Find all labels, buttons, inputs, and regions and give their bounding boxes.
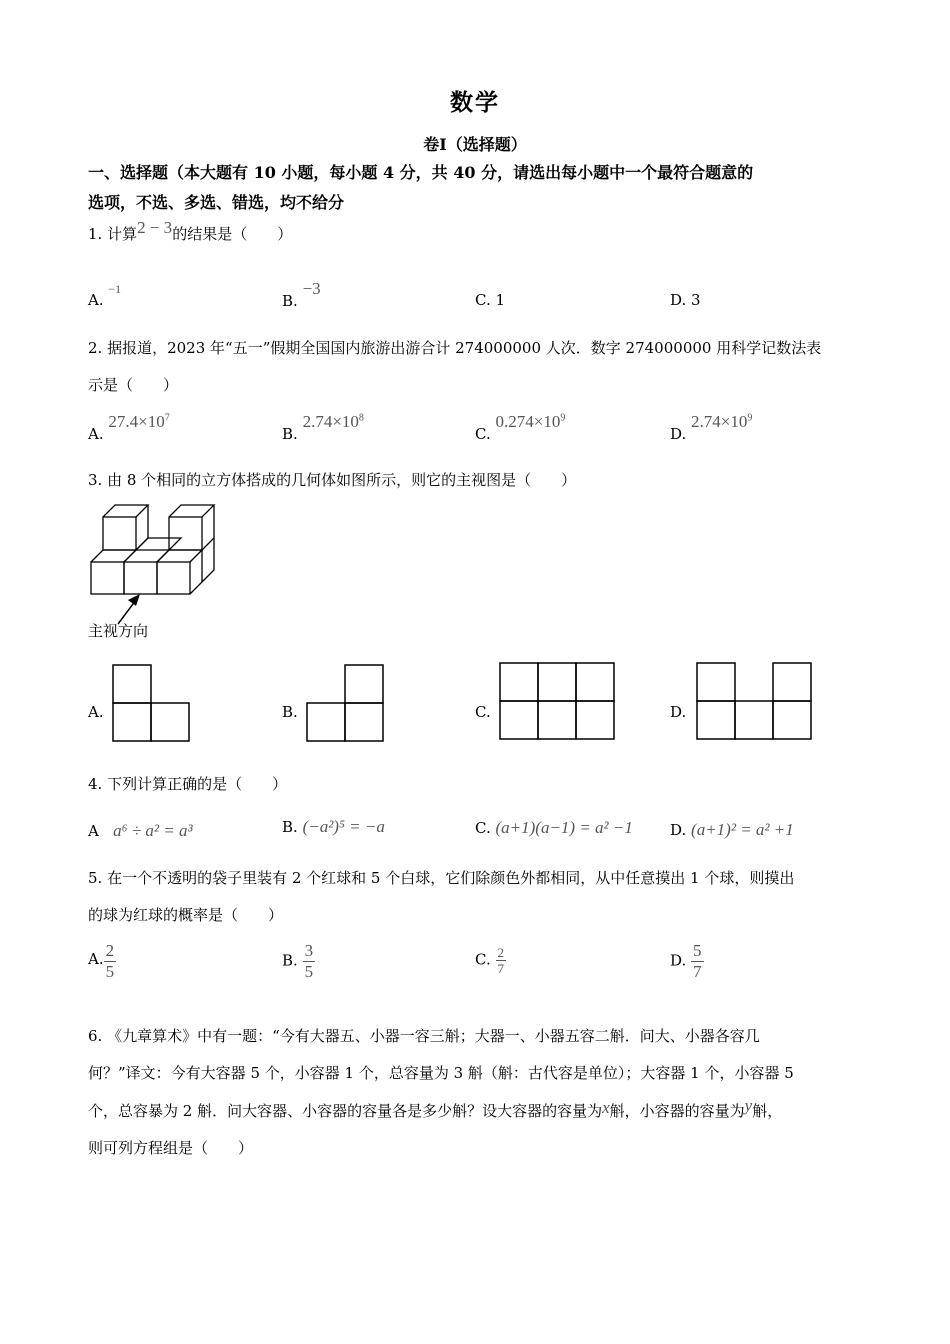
question-2 bbox=[88, 330, 821, 404]
question-5 bbox=[88, 860, 794, 934]
q3-option-b-view bbox=[306, 664, 386, 744]
option-value: $0.274\times 10^9$ bbox=[495, 412, 566, 431]
option-value: (a+1)(a−1) = a² −1 bbox=[495, 818, 633, 837]
q3-solid-figure bbox=[88, 500, 228, 630]
question-3: 3. 由 8 个相同的立方体搭成的几何体如图所示，则它的主视图是（ ） bbox=[88, 471, 577, 489]
question-1 bbox=[88, 215, 292, 253]
option-value: (a+1)² = a² +1 bbox=[691, 820, 794, 839]
option-label: B. bbox=[282, 292, 298, 310]
q5-option-c[interactable] bbox=[475, 945, 506, 976]
option-value-fraction: $\frac{3}{5}$ bbox=[304, 941, 314, 981]
q4-option-b[interactable] bbox=[282, 817, 385, 837]
q2-option-b[interactable] bbox=[282, 412, 364, 443]
q6-line1: 6. 《九章算术》中有一题：“今有大器五、小器一容三斛；大器一、小器五容二斛．问大、小器各容几 bbox=[88, 1027, 760, 1045]
option-label: A. bbox=[88, 949, 104, 968]
q3-option-c-label[interactable]: C. bbox=[475, 703, 491, 721]
q1-prefix: 1. 计算 bbox=[88, 225, 138, 243]
option-label: A. bbox=[88, 425, 104, 443]
option-value: $2.74\times 10^9$ bbox=[691, 412, 753, 431]
option-label: A bbox=[88, 822, 99, 840]
section-heading-line2: 选项，不选、多选、错选，均不给分 bbox=[88, 193, 345, 212]
q5-option-a[interactable] bbox=[88, 941, 116, 982]
option-value: (−a²)⁵ = −a bbox=[302, 817, 385, 836]
q6-line4: 则可列方程组是（ ） bbox=[88, 1139, 254, 1157]
q4-option-d[interactable] bbox=[670, 820, 794, 840]
q4-option-a[interactable] bbox=[88, 821, 193, 841]
q1-option-b[interactable] bbox=[282, 279, 321, 311]
view-direction-caption: 主视方向 bbox=[88, 622, 149, 640]
q2-option-d[interactable] bbox=[670, 412, 753, 443]
volume-subtitle: 卷Ⅰ（选择题） bbox=[423, 135, 527, 154]
q3-option-a-view bbox=[112, 664, 192, 744]
option-value: 1 bbox=[495, 291, 506, 309]
option-label: C. bbox=[475, 425, 491, 443]
q2-option-a[interactable] bbox=[88, 412, 170, 443]
q1-option-a[interactable] bbox=[88, 282, 122, 309]
q5-option-b[interactable] bbox=[282, 941, 315, 982]
option-label: A. bbox=[88, 291, 104, 309]
option-value: $27.4\times 10^7$ bbox=[108, 412, 170, 431]
q1-option-d[interactable] bbox=[670, 291, 701, 309]
option-value: a⁶ ÷ a² = a³ bbox=[113, 821, 193, 840]
option-label: B. bbox=[282, 951, 298, 970]
option-label: B. bbox=[282, 818, 298, 836]
page-title: 数学 bbox=[450, 89, 500, 116]
option-value-fraction: $\frac{2}{5}$ bbox=[105, 941, 115, 981]
q3-option-d-view bbox=[696, 662, 816, 742]
q5-option-d[interactable] bbox=[670, 941, 704, 982]
q1-suffix: 的结果是（ ） bbox=[172, 225, 293, 243]
section-heading bbox=[88, 158, 868, 218]
option-label: D. bbox=[670, 425, 687, 443]
section-heading-line1: 一、选择题（本大题有 10 小题，每小题 4 分，共 40 分，请选出每小题中一个最符合题意的 bbox=[88, 163, 754, 182]
q6-line2: 何？”译文：今有大容器 5 个，小容器 1 个，总容量为 3 斛（斛：古代容是单位）；大容器 1 个，小容器 5 bbox=[88, 1064, 794, 1082]
q4-option-c[interactable] bbox=[475, 818, 633, 838]
option-value: −1 bbox=[108, 282, 122, 296]
q3-option-d-label[interactable]: D. bbox=[670, 703, 687, 721]
q3-option-c-view bbox=[499, 662, 619, 742]
q2-option-c[interactable] bbox=[475, 412, 566, 443]
q3-option-a-label[interactable]: A. bbox=[88, 703, 104, 721]
option-label: D. bbox=[670, 291, 687, 309]
option-value-fraction: $\frac{5}{7}$ bbox=[693, 941, 702, 981]
q5-line1: 5. 在一个不透明的袋子里装有 2 个红球和 5 个白球，它们除颜色外都相同，从中任意摸出 1 个球，则摸出 bbox=[88, 869, 795, 887]
option-label: D. bbox=[670, 821, 687, 839]
option-label: C. bbox=[475, 819, 491, 837]
q1-expression: 2 − 3 bbox=[137, 218, 173, 237]
option-label: B. bbox=[282, 425, 298, 443]
option-value-fraction: $\frac{2}{7}$ bbox=[497, 945, 504, 976]
question-6 bbox=[88, 1018, 794, 1167]
option-label: C. bbox=[475, 291, 491, 309]
option-value: $2.74\times 10^8$ bbox=[302, 412, 364, 431]
option-label: C. bbox=[475, 950, 491, 969]
q1-option-c[interactable] bbox=[475, 291, 505, 309]
q2-line1: 2. 据报道，2023 年“五一”假期全国国内旅游出游合计 274000000 人次．数字 274000000 用科学记数法表 bbox=[88, 339, 822, 357]
option-value: −3 bbox=[302, 279, 321, 298]
q6-line3: 个，总容暴为 2 斛．问大容器、小容器的容量各是多少斛？设大容器的容量为x斛，小容器的容量为y斛， bbox=[88, 1096, 783, 1120]
option-value: 3 bbox=[691, 291, 701, 309]
question-4: 4. 下列计算正确的是（ ） bbox=[88, 775, 288, 793]
q3-option-b-label[interactable]: B. bbox=[282, 703, 298, 721]
option-label: D. bbox=[670, 951, 687, 970]
q2-line2: 示是（ ） bbox=[88, 376, 179, 394]
q5-line2: 的球为红球的概率是（ ） bbox=[88, 906, 284, 924]
